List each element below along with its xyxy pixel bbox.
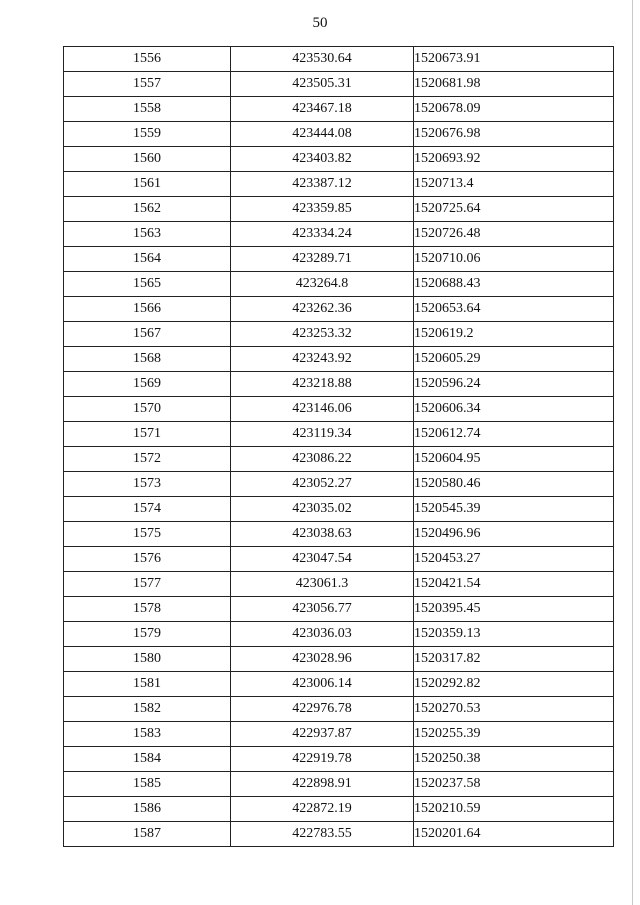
y-coordinate-cell: 1520676.98 [414,122,614,147]
y-coordinate-cell: 1520317.82 [414,647,614,672]
y-coordinate-cell: 1520255.39 [414,722,614,747]
point-number-cell: 1573 [64,472,231,497]
x-coordinate-cell: 423086.22 [231,447,414,472]
point-number-cell: 1583 [64,722,231,747]
table-row [64,222,614,247]
point-number-cell: 1559 [64,122,231,147]
point-number-cell: 1584 [64,747,231,772]
y-coordinate-cell: 1520453.27 [414,547,614,572]
x-coordinate-cell: 423403.82 [231,147,414,172]
y-coordinate-cell: 1520421.54 [414,572,614,597]
point-number-cell: 1575 [64,522,231,547]
x-coordinate-cell: 423036.03 [231,622,414,647]
point-number-cell: 1557 [64,72,231,97]
y-coordinate-cell: 1520604.95 [414,447,614,472]
y-coordinate-cell: 1520612.74 [414,422,614,447]
y-coordinate-cell: 1520395.45 [414,597,614,622]
x-coordinate-cell: 422783.55 [231,822,414,847]
x-coordinate-cell: 423035.02 [231,497,414,522]
y-coordinate-cell: 1520606.34 [414,397,614,422]
y-coordinate-cell: 1520605.29 [414,347,614,372]
x-coordinate-cell: 422872.19 [231,797,414,822]
y-coordinate-cell: 1520545.39 [414,497,614,522]
point-number-cell: 1560 [64,147,231,172]
x-coordinate-cell: 423334.24 [231,222,414,247]
table-row [64,122,614,147]
y-coordinate-cell: 1520359.13 [414,622,614,647]
table-row [64,822,614,847]
point-number-cell: 1564 [64,247,231,272]
y-coordinate-cell: 1520678.09 [414,97,614,122]
point-number-cell: 1567 [64,322,231,347]
table-row [64,322,614,347]
x-coordinate-cell: 423052.27 [231,472,414,497]
y-coordinate-cell: 1520653.64 [414,297,614,322]
table-row [64,647,614,672]
x-coordinate-cell: 423047.54 [231,547,414,572]
point-number-cell: 1562 [64,197,231,222]
point-number-cell: 1565 [64,272,231,297]
point-number-cell: 1572 [64,447,231,472]
point-number-cell: 1577 [64,572,231,597]
x-coordinate-cell: 423218.88 [231,372,414,397]
table-row [64,522,614,547]
table-row [64,797,614,822]
y-coordinate-cell: 1520270.53 [414,697,614,722]
x-coordinate-cell: 423243.92 [231,347,414,372]
x-coordinate-cell: 423505.31 [231,72,414,97]
x-coordinate-cell: 423006.14 [231,672,414,697]
y-coordinate-cell: 1520713.4 [414,172,614,197]
table-row [64,347,614,372]
x-coordinate-cell: 423262.36 [231,297,414,322]
y-coordinate-cell: 1520619.2 [414,322,614,347]
y-coordinate-cell: 1520725.64 [414,197,614,222]
table-row [64,497,614,522]
point-number-cell: 1578 [64,597,231,622]
y-coordinate-cell: 1520210.59 [414,797,614,822]
x-coordinate-cell: 423146.06 [231,397,414,422]
x-coordinate-cell: 423028.96 [231,647,414,672]
x-coordinate-cell: 423359.85 [231,197,414,222]
table-row [64,572,614,597]
y-coordinate-cell: 1520596.24 [414,372,614,397]
point-number-cell: 1580 [64,647,231,672]
x-coordinate-cell: 423264.8 [231,272,414,297]
point-number-cell: 1566 [64,297,231,322]
x-coordinate-cell: 423289.71 [231,247,414,272]
point-number-cell: 1582 [64,697,231,722]
y-coordinate-cell: 1520292.82 [414,672,614,697]
coordinate-table [63,46,614,847]
y-coordinate-cell: 1520580.46 [414,472,614,497]
coordinate-table-body [64,47,614,847]
point-number-cell: 1563 [64,222,231,247]
table-row [64,172,614,197]
point-number-cell: 1571 [64,422,231,447]
x-coordinate-cell: 423056.77 [231,597,414,622]
y-coordinate-cell: 1520673.91 [414,47,614,72]
x-coordinate-cell: 423387.12 [231,172,414,197]
table-row [64,247,614,272]
point-number-cell: 1576 [64,547,231,572]
table-row [64,197,614,222]
table-row [64,672,614,697]
x-coordinate-cell: 422976.78 [231,697,414,722]
x-coordinate-cell: 423038.63 [231,522,414,547]
table-row [64,422,614,447]
point-number-cell: 1569 [64,372,231,397]
x-coordinate-cell: 422898.91 [231,772,414,797]
table-row [64,397,614,422]
point-number-cell: 1561 [64,172,231,197]
y-coordinate-cell: 1520250.38 [414,747,614,772]
table-row [64,372,614,397]
x-coordinate-cell: 423061.3 [231,572,414,597]
x-coordinate-cell: 422937.87 [231,722,414,747]
y-coordinate-cell: 1520201.64 [414,822,614,847]
table-row [64,97,614,122]
y-coordinate-cell: 1520496.96 [414,522,614,547]
table-row [64,272,614,297]
point-number-cell: 1585 [64,772,231,797]
scan-edge-line [632,0,633,905]
point-number-cell: 1574 [64,497,231,522]
x-coordinate-cell: 423530.64 [231,47,414,72]
x-coordinate-cell: 422919.78 [231,747,414,772]
y-coordinate-cell: 1520688.43 [414,272,614,297]
y-coordinate-cell: 1520710.06 [414,247,614,272]
y-coordinate-cell: 1520693.92 [414,147,614,172]
x-coordinate-cell: 423253.32 [231,322,414,347]
table-row [64,697,614,722]
table-row [64,472,614,497]
point-number-cell: 1568 [64,347,231,372]
x-coordinate-cell: 423467.18 [231,97,414,122]
point-number-cell: 1587 [64,822,231,847]
page-number: 50 [312,15,328,31]
y-coordinate-cell: 1520681.98 [414,72,614,97]
point-number-cell: 1586 [64,797,231,822]
table-row [64,72,614,97]
table-row [64,747,614,772]
point-number-cell: 1579 [64,622,231,647]
point-number-cell: 1558 [64,97,231,122]
table-row [64,47,614,72]
table-row [64,147,614,172]
table-row [64,547,614,572]
table-row [64,597,614,622]
y-coordinate-cell: 1520237.58 [414,772,614,797]
x-coordinate-cell: 423444.08 [231,122,414,147]
point-number-cell: 1581 [64,672,231,697]
table-row [64,447,614,472]
y-coordinate-cell: 1520726.48 [414,222,614,247]
point-number-cell: 1570 [64,397,231,422]
table-row [64,722,614,747]
table-row [64,297,614,322]
table-row [64,772,614,797]
point-number-cell: 1556 [64,47,231,72]
x-coordinate-cell: 423119.34 [231,422,414,447]
table-row [64,622,614,647]
